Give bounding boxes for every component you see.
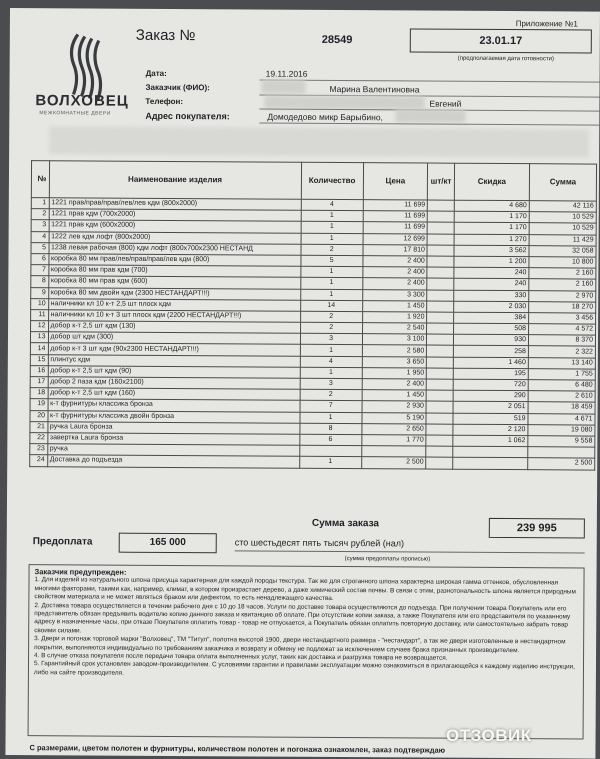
cell-name: ручка Laura бронза: [47, 421, 299, 434]
cell-name: ручка: [47, 444, 299, 457]
cell-pcs: [427, 312, 454, 323]
cell-number: 18: [30, 388, 48, 399]
order-label: Заказ №: [135, 26, 196, 45]
cell-qty: 2: [300, 389, 362, 401]
cell-discount: 290: [453, 390, 528, 402]
col-header-price: Цена: [363, 163, 428, 200]
cell-price: 2 540: [362, 323, 427, 335]
cell-price: 2 500: [361, 457, 426, 469]
cell-price: 1 920: [362, 312, 427, 324]
cell-qty: 1: [300, 412, 362, 424]
cell-sum: 9 558: [528, 436, 595, 448]
table-header-row: [31, 161, 596, 201]
cell-pcs: [426, 401, 453, 412]
cell-discount: 1 460: [453, 357, 528, 369]
cell-pcs: [428, 211, 455, 222]
cell-qty: 7: [300, 401, 362, 413]
cell-discount: 384: [453, 312, 528, 324]
cell-number: 21: [30, 421, 48, 432]
cell-price: 2 650: [361, 423, 426, 435]
cell-pcs: [427, 278, 454, 289]
cell-number: 13: [30, 332, 48, 343]
cell-number: 8: [31, 276, 49, 287]
cell-name: 1222 лев кдм лофт (800х2000): [49, 231, 301, 244]
col-header-qty: Количество: [301, 162, 363, 199]
cell-sum: 4 572: [529, 324, 596, 336]
cell-discount: 1 200: [454, 256, 529, 268]
warning-paragraph: 1. Для изделий из натурального шпона присуща характерная для каждой породы текстура. Так же для строганного шпона характерна широкая гамма оттенков, обусловленная многими факторами, такими как, например, климат, в котором произрастает дерево, а даже химический состав почвы. В связи с этим, разнотональность шпона является природным свойством материала и не может являться браком или дефектом, то есть ненадлежащего качества.: [34, 576, 576, 603]
otzovik-watermark: ОТЗОВИК: [446, 726, 532, 745]
order-total: 239 995: [489, 518, 585, 539]
cell-sum: 42 116: [529, 201, 596, 213]
cell-name: добор шт кдм (300): [48, 332, 300, 345]
cell-name: 1221 прав кдм (700х2000): [49, 209, 301, 222]
cell-discount: 2 051: [453, 402, 528, 414]
cell-discount: 720: [453, 379, 528, 391]
date-underline: [260, 80, 600, 83]
address-underline: [259, 123, 599, 126]
cell-price: 3 300: [362, 289, 427, 301]
date-label: Дата:: [145, 68, 167, 78]
brand-tagline: МЕЖКОМНАТНЫЕ ДВЕРИ: [39, 110, 111, 117]
cell-qty: 1: [300, 289, 362, 301]
warning-paragraph: 5. Гарантийный срок установлен заводом-производителем. С условиями гарантии и правилами эксплуатации можно ознакомиться в прилагающейся к каждому изделию инструкции, либо на сайте производителя.: [33, 660, 575, 677]
cell-sum: 1 755: [528, 368, 595, 380]
cell-name: коробка 80 мм прав/лев/прав/прав/лев кдм (800): [48, 254, 300, 267]
cell-name: Доставка до подъезда: [47, 455, 299, 468]
cell-qty: 4: [300, 356, 362, 368]
cell-sum: 2 322: [528, 346, 595, 358]
cell-name: коробка 80 мм прав кдм (700): [48, 265, 300, 278]
cell-pcs: [428, 200, 455, 211]
cell-number: 6: [31, 254, 49, 265]
cell-number: 12: [31, 321, 49, 332]
cell-number: 1: [31, 198, 49, 209]
cell-name: добор к-т 2,5 шт кдм (160): [48, 388, 300, 401]
cell-price: 2 400: [362, 256, 427, 268]
cell-qty: 1: [300, 345, 362, 357]
cell-price: [361, 446, 426, 458]
ready-date: 23.01.17: [410, 28, 592, 53]
cell-sum: 18 270: [529, 301, 596, 313]
prepayment-words-note: (сумма предоплаты прописью): [344, 556, 431, 563]
cell-pcs: [427, 368, 454, 379]
cell-number: 2: [31, 209, 49, 220]
col-header-name: Наименование изделия: [49, 161, 301, 200]
cell-discount: 258: [453, 346, 528, 358]
appendix-label: Приложение №1: [515, 19, 578, 29]
cell-name: плинтус кдм: [48, 354, 300, 367]
phone-label: Телефон:: [145, 96, 184, 107]
cell-pcs: [427, 323, 454, 334]
cell-qty: 2: [301, 244, 363, 256]
cell-name: добор к-т 2,5 шт кдм (130): [48, 321, 300, 334]
cell-number: 24: [30, 455, 48, 466]
cell-discount: 1 270: [454, 234, 529, 246]
prepayment-label: Предоплата: [32, 536, 93, 548]
cell-discount: 519: [453, 413, 528, 425]
cell-qty: 3: [300, 378, 362, 390]
cell-sum: 2 500: [528, 458, 595, 470]
cell-qty: 1: [300, 367, 362, 379]
col-header-pcs: шт/кт: [428, 163, 455, 200]
cell-discount: 930: [453, 334, 528, 346]
cell-price: 2 400: [362, 267, 427, 279]
cell-qty: 4: [301, 199, 363, 211]
customer-name-label: Заказчик (ФИО):: [145, 82, 210, 93]
cell-sum: 6 480: [528, 380, 595, 392]
cell-number: 9: [31, 287, 49, 298]
cell-name: добор 2 паза кдм (160х2100): [48, 377, 300, 390]
cell-number: 4: [31, 231, 49, 242]
cell-price: 1 450: [362, 390, 427, 402]
cell-pcs: [426, 446, 453, 457]
warning-paragraph: 4. В случае отказа покупателя после передачи товара оплата выполненных услуг, таких как доставка и разгрузка товара не возвращается.: [34, 652, 448, 662]
warning-title: Заказчик предупрежден:: [34, 567, 127, 577]
cell-price: 5 190: [361, 412, 426, 424]
cell-price: 1 450: [362, 300, 427, 312]
cell-discount: 2 120: [453, 424, 528, 436]
warning-paragraph: 2. Доставка товара осуществляется в течении рабочего дня с 10 до 18 часов. Услуги по доставке товара осуществляются до подъезда. При получении товара Покупатель или его представитель обязан предъявить водителю копию данного заказа и квитанцию об оплате. При отсутствии копии заказа, а также Покупателя или его представителя по указанному адресу в назначенные часы, при отказе Покупателя оплатить товар - товар не отпускается, а Покупатель обязан оплатить повторную доставку, или самостоятельно забрать товар своими силами.: [34, 601, 571, 635]
cell-pcs: [427, 379, 454, 390]
table-body: [30, 198, 597, 470]
cell-number: 15: [30, 354, 48, 365]
cell-price: 2 580: [362, 345, 427, 357]
order-number: 28549: [321, 33, 353, 47]
cell-qty: [300, 445, 362, 457]
col-header-discount: Скидка: [454, 163, 529, 200]
order-total-label: Сумма заказа: [311, 517, 380, 530]
cell-sum: 2 160: [529, 279, 596, 291]
cell-sum: 2 160: [529, 268, 596, 280]
faded-requisites: [49, 126, 589, 157]
cell-qty: 3: [300, 334, 362, 346]
cell-number: 10: [31, 298, 49, 309]
cell-price: 1 770: [361, 435, 426, 447]
customer-warning-box: [28, 564, 585, 739]
cell-name: к-т фурнитуры классика двойн бронза: [47, 410, 299, 423]
cell-price: 11 699: [363, 222, 428, 234]
cell-discount: [453, 446, 528, 458]
cell-pcs: [426, 413, 453, 424]
cell-qty: 1: [301, 233, 363, 245]
cell-price: 3 100: [362, 334, 427, 346]
prepayment-in-words: сто шестьдесят пять тысяч рублей (нал): [235, 537, 585, 553]
cell-number: 22: [30, 433, 48, 444]
cell-sum: 32 058: [529, 245, 596, 257]
cell-pcs: [426, 457, 453, 468]
cell-pcs: [427, 245, 454, 256]
cell-price: 1 950: [362, 367, 427, 379]
cell-number: 7: [31, 265, 49, 276]
redacted-phone: [264, 96, 424, 110]
col-header-sum: Сумма: [529, 164, 596, 201]
cell-sum: [528, 447, 595, 459]
cell-discount: 1 170: [454, 223, 529, 235]
redacted-name: [261, 80, 305, 94]
cell-discount: 240: [454, 267, 529, 279]
cell-price: 17 810: [363, 244, 428, 256]
customer-address: Домодедово микр Барыбино,: [267, 111, 383, 123]
cell-qty: 1: [301, 266, 363, 278]
cell-discount: 4 680: [454, 200, 529, 212]
cell-number: 19: [30, 399, 48, 410]
cell-price: 11 699: [363, 211, 428, 223]
cell-qty: 1: [301, 210, 363, 222]
cell-discount: 1 170: [454, 211, 529, 223]
cell-pcs: [427, 357, 454, 368]
cell-number: 17: [30, 377, 48, 388]
cell-pcs: [426, 424, 453, 435]
phone-contact: Евгений: [429, 98, 462, 109]
redacted-address: [395, 109, 465, 122]
cell-discount: 330: [454, 290, 529, 302]
ready-date-note: (предполагаемая дата готовности): [457, 55, 555, 63]
cell-name: 1221 прав кдм (600х2000): [49, 220, 301, 233]
cell-name: коробка 80 мм двойн кдм (2300 НЕСТАНДАРТ!!!): [48, 287, 300, 300]
cell-number: 16: [30, 365, 48, 376]
cell-sum: 3 456: [529, 313, 596, 325]
cell-name: добор к-т 2,5 шт кдм (90): [48, 366, 300, 379]
cell-pcs: [428, 222, 455, 233]
address-label: Адрес покупателя:: [145, 110, 230, 122]
cell-price: 11 699: [363, 200, 428, 212]
col-header-number: №: [31, 161, 49, 198]
cell-sum: 10 529: [529, 223, 596, 235]
cell-number: 3: [31, 220, 49, 231]
cell-discount: 1 062: [453, 435, 528, 447]
cell-sum: 2 610: [528, 391, 595, 403]
cell-sum: 13 140: [528, 357, 595, 369]
items-table: [29, 160, 597, 470]
cell-number: 20: [30, 410, 48, 421]
cell-pcs: [427, 301, 454, 312]
cell-pcs: [426, 390, 453, 401]
customer-name: Марина Валентиновна: [329, 83, 420, 95]
cell-price: 3 650: [362, 356, 427, 368]
cell-discount: 508: [453, 323, 528, 335]
cell-discount: 2 030: [454, 301, 529, 313]
cell-sum: 11 429: [529, 234, 596, 246]
cell-number: 14: [30, 343, 48, 354]
table-row: [30, 455, 595, 470]
cell-pcs: [427, 290, 454, 301]
cell-number: 5: [31, 242, 49, 253]
cell-sum: 18 459: [528, 402, 595, 414]
cell-pcs: [427, 267, 454, 278]
cell-qty: 1: [301, 222, 363, 234]
cell-discount: 240: [454, 279, 529, 291]
cell-discount: 195: [453, 368, 528, 380]
cell-price: 2 400: [362, 278, 427, 290]
cell-price: 2 930: [362, 401, 427, 413]
cell-price: 2 400: [362, 379, 427, 391]
order-form-sheet: [5, 8, 600, 759]
warning-paragraph: 3. Двери и погонаж торговой марки "Волховец", ТМ "Титул", полотна высотой 1900, двери нестандартного размера - "нестандарт", а так же двери изготовленные в нестандартном покрытии, выполняются индивидуально по требованиям заказчика и возврату и обмену не подлежат за исключением случаев брака признанных производителем.: [34, 635, 566, 654]
cell-qty: 1: [301, 278, 363, 290]
cell-qty: 2: [300, 311, 362, 323]
prepayment-amount: 165 000: [119, 533, 217, 554]
cell-sum: 10 800: [529, 257, 596, 269]
cell-name: наличники кл 10 к-т 2,5 шт плоск кдм: [48, 298, 300, 311]
cell-price: 12 699: [363, 233, 428, 245]
cell-pcs: [427, 256, 454, 267]
cell-sum: 8 370: [528, 335, 595, 347]
cell-name: к-т фурнитуры классика бронза: [48, 399, 300, 412]
cell-pcs: [426, 435, 453, 446]
cell-name: 1238 левая рабочая (800) кдм лофт (800х700х2300 НЕСТАНД: [48, 242, 300, 255]
cell-name: 1221 прав/прав/прав/лев/лев кдм (800х2000): [49, 198, 301, 211]
cell-qty: 5: [301, 255, 363, 267]
cell-discount: [453, 458, 528, 470]
cell-number: 23: [30, 444, 48, 455]
cell-pcs: [427, 234, 454, 245]
cell-sum: 2 970: [529, 290, 596, 302]
cell-name: добор к-т 3 шт кдм (90х2300 НЕСТАНДАРТ!!!): [48, 343, 300, 356]
cell-qty: 8: [300, 423, 362, 435]
cell-pcs: [427, 345, 454, 356]
cell-qty: 6: [300, 434, 362, 446]
cell-qty: 2: [300, 322, 362, 334]
cell-number: 11: [31, 310, 49, 321]
cell-qty: 14: [300, 300, 362, 312]
cell-sum: 4 671: [528, 413, 595, 425]
cell-name: завертка Laura бронза: [47, 433, 299, 446]
cell-qty: 1: [299, 457, 361, 469]
cell-name: наличники кл 10 к-т 3 шт плоск кдм (2200 НЕСТАНДАРТ!!!): [48, 310, 300, 323]
cell-sum: 19 080: [528, 424, 595, 436]
cell-pcs: [427, 334, 454, 345]
acknowledgement-text: С размерами, цветом полотен и фурнитуры, количеством полотен и погонажа ознакомлен, заказ подтверждаю: [29, 743, 446, 755]
brand-name: ВОЛХОВЕЦ: [35, 92, 129, 110]
cell-name: коробка 80 мм прав кдм (600): [48, 276, 300, 289]
order-date: 19.11.2016: [265, 68, 308, 79]
cell-discount: 3 562: [454, 245, 529, 257]
cell-sum: 10 529: [529, 212, 596, 224]
